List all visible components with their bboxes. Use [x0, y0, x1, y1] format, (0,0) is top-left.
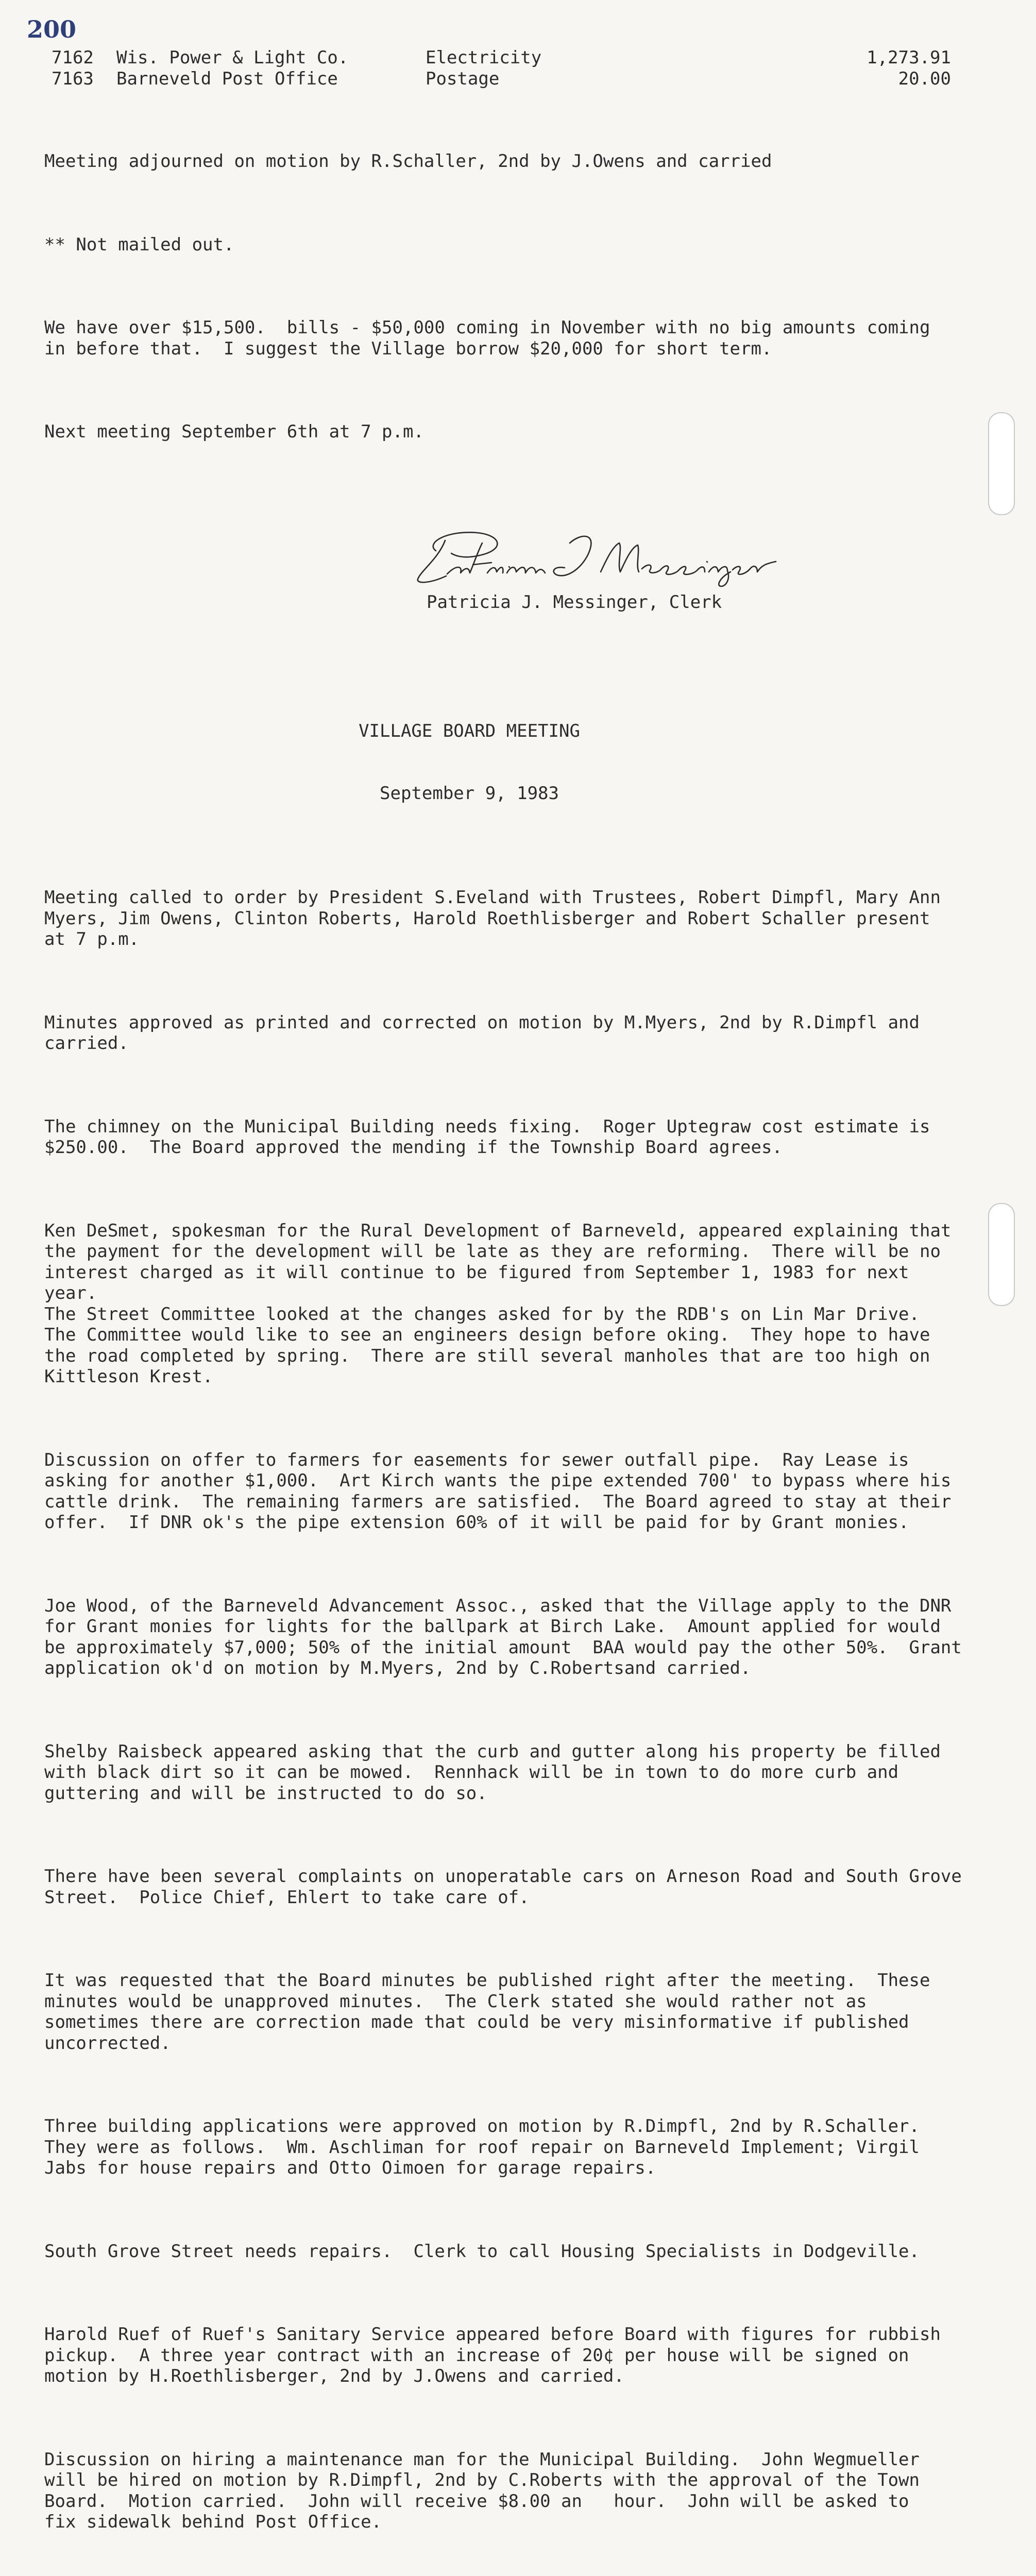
minutes-paragraph: Shelby Raisbeck appeared asking that the curb and gutter along his property be filled with black dirt so it can be mowed. Rennhack will be in town to do more curb and guttering and will be instructed to do so. [44, 1741, 941, 1804]
bill-description: Electricity [426, 47, 542, 68]
meeting-date: September 9, 1983 [380, 783, 559, 804]
adjournment-paragraph: Meeting adjourned on motion by R.Schaller, 2nd by J.Owens and carried [44, 151, 772, 172]
minutes-paragraph: The chimney on the Municipal Building needs fixing. Roger Uptegraw cost estimate is $250.00. The Board approved the mending if the Township Board agrees. [44, 1116, 930, 1158]
clerk-name: Patricia J. Messinger, Clerk [427, 592, 722, 613]
minutes-paragraph: There have been several complaints on unoperatable cars on Arneson Road and South Grove Street. Police Chief, Ehlert to take care of. [44, 1866, 962, 1908]
note-paragraph: ** Not mailed out. [44, 234, 234, 255]
minutes-paragraph: South Grove Street needs repairs. Clerk to call Housing Specialists in Dodgeville. [44, 2241, 920, 2262]
bill-description: Postage [426, 69, 500, 89]
bill-row [52, 47, 969, 69]
bill-amount: 1,273.91 [867, 47, 951, 68]
minutes-paragraph: Joe Wood, of the Barneveld Advancement Assoc., asked that the Village apply to the DNR for Grant monies for lights for the ballpark at Birch Lake. Amount applied for would be approximately $7,000; 50% of the initial amount BAA would pay the other 50%. Grant application ok'd on motion by M.Myers, 2nd by C.Robertsand carried. [44, 1595, 962, 1679]
minutes-paragraph: Ken DeSmet, spokesman for the Rural Development of Barneveld, appeared explaining that the payment for the development will be late as they are reforming. There will be no interest charged as it will continue to be figured from September 1, 1983 for next year. The Street Committee looked at the changes asked for by the RDB's on Lin Mar Drive. The Committee would like to see an engineers design before oking. They hope to have the road completed by spring. There are still several manholes that are too high on Kittleson Krest. [44, 1220, 952, 1387]
minutes-paragraph: It was requested that the Board minutes be published right after the meeting. These minutes would be unapproved minutes. The Clerk stated she would rather not as sometimes there are correction made that could be very misinformative if published uncorrected. [44, 1970, 930, 2054]
minutes-paragraph: Discussion on offer to farmers for easements for sewer outfall pipe. Ray Lease is asking for another $1,000. Art Kirch wants the pipe extended 700' to bypass where his cattle drink. The remaining farmers are satisfied. The Board agreed to stay at their offer. If DNR ok's the pipe extension 60% of it will be paid for by Grant monies. [44, 1449, 952, 1533]
minutes-paragraph: Harold Ruef of Ruef's Sanitary Service appeared before Board with figures for rubbish pickup. A three year contract with an increase of 20¢ per house will be signed on motion by H.Roethlisberger, 2nd by J.Owens and carried. [44, 2324, 941, 2386]
page-number: 200 [27, 15, 77, 43]
bill-row [52, 69, 969, 90]
bill-vendor: Wis. Power & Light Co. [116, 47, 349, 68]
document-body [44, 109, 972, 2576]
next-meeting-paragraph: Next meeting September 6th at 7 p.m. [44, 421, 424, 442]
bill-amount: 20.00 [898, 69, 951, 89]
bill-vendor: Barneveld Post Office [116, 69, 338, 89]
minutes-paragraph: Minutes approved as printed and corrected on motion by M.Myers, 2nd by R.Dimpfl and carried. [44, 1012, 920, 1054]
minutes-paragraph: Meeting called to order by President S.Eveland with Trustees, Robert Dimpfl, Mary Ann Myers, Jim Owens, Clinton Roberts, Harold Roethlisberger and Robert Schaller present at 7 p.m. [44, 887, 941, 950]
handwritten-signature [415, 522, 817, 589]
minutes-paragraph: Discussion on hiring a maintenance man for the Municipal Building. John Wegmueller will be hired on motion by R.Dimpfl, 2nd by C.Roberts with the approval of the Town Board. Motion carried. John will receive $8.00 an hour. John will be asked to fix sidewalk behind Post Office. [44, 2449, 920, 2532]
binder-hole-upper [988, 412, 1015, 515]
meeting-title: VILLAGE BOARD MEETING [359, 720, 580, 741]
bill-number: 7162 [52, 47, 94, 68]
binder-hole-lower [988, 1203, 1015, 1306]
bill-number: 7163 [52, 69, 94, 89]
bill-list [52, 47, 969, 90]
signature-block [44, 522, 972, 628]
finance-paragraph: We have over $15,500. bills - $50,000 coming in November with no big amounts coming in before that. I suggest the Village borrow $20,000 for short term. [44, 317, 930, 359]
minutes-paragraph: Three building applications were approved on motion by R.Dimpfl, 2nd by R.Schaller. They were as follows. Wm. Aschliman for roof repair on Barneveld Implement; Virgil Jabs for house repairs and Otto Oimoen for garage repairs. [44, 2116, 920, 2178]
